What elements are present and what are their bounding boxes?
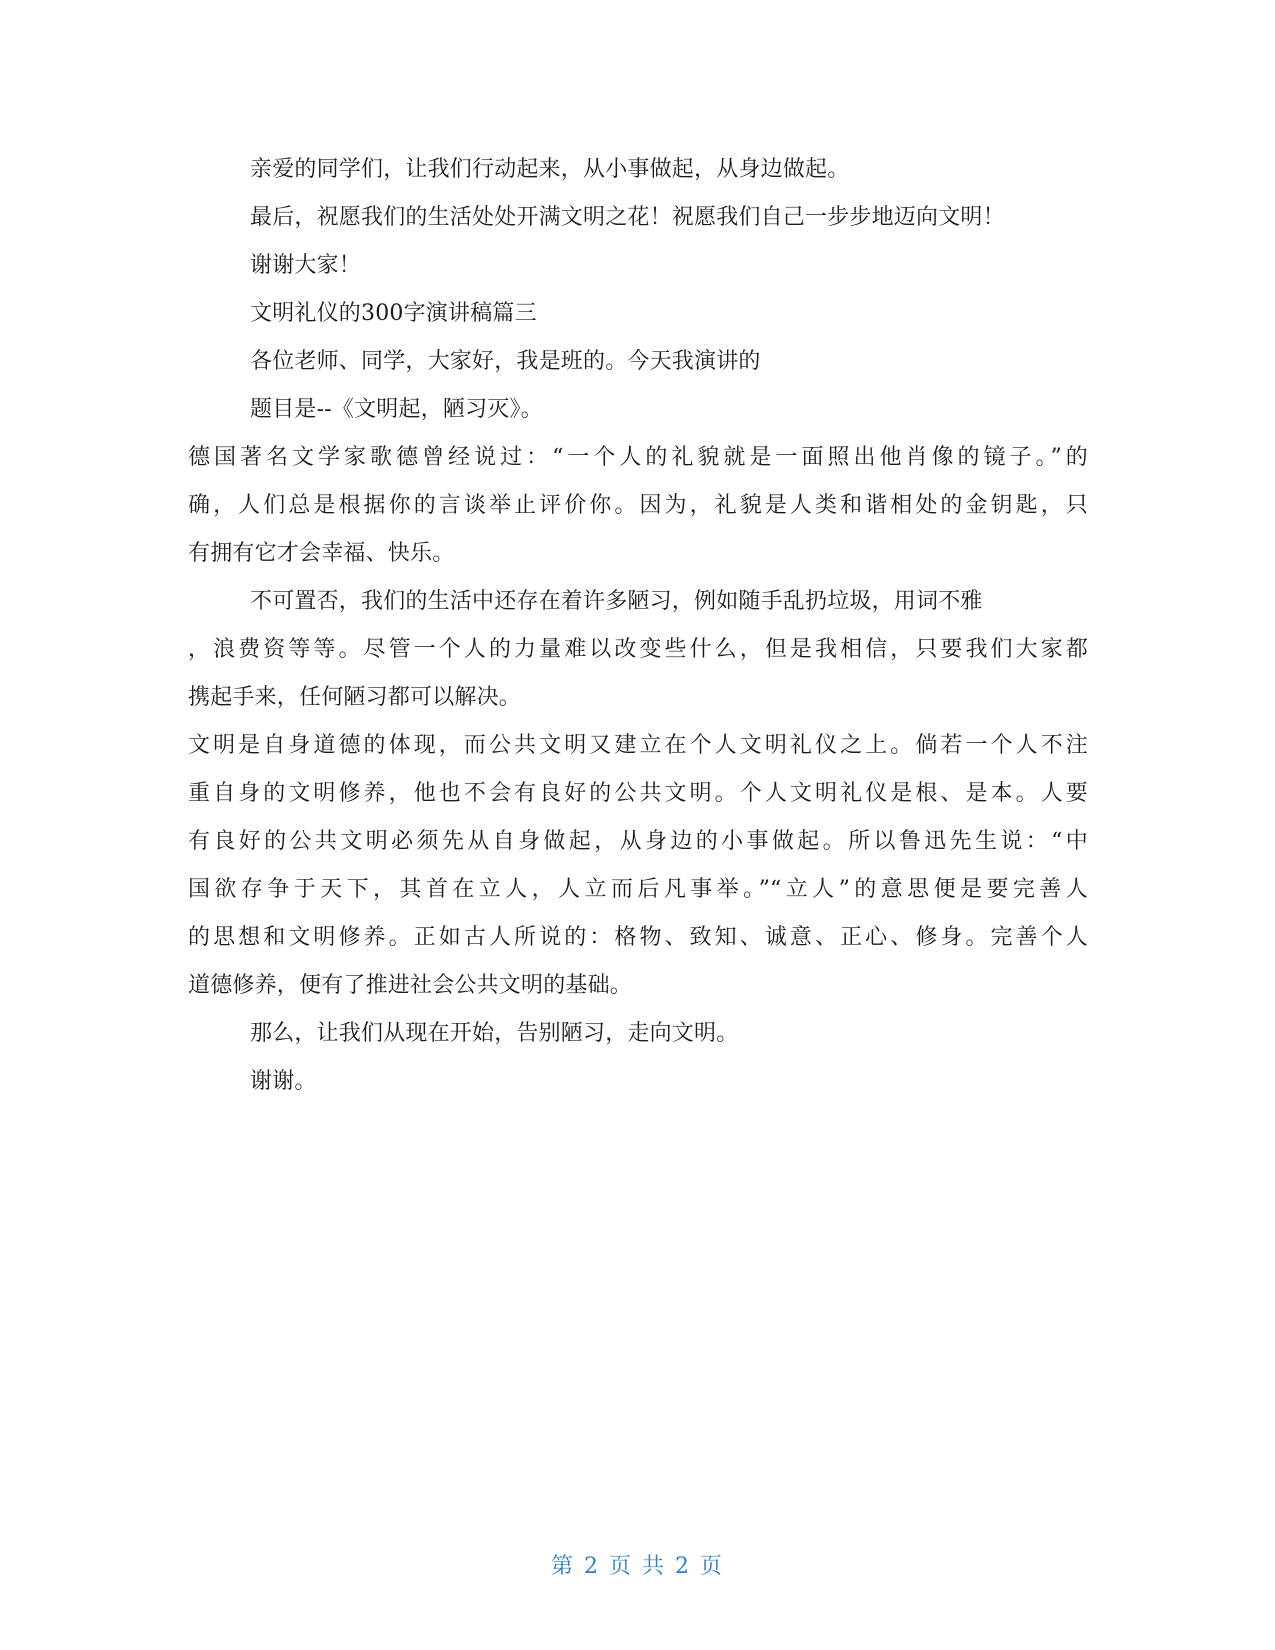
body-line: 有良好的公共文明必须先从自身做起，从身边的小事做起。所以鲁迅先生说：“中 xyxy=(188,829,1088,854)
closing-line: 谢谢。 xyxy=(250,1069,317,1094)
body-line: 不可置否，我们的生活中还存在着许多陋习，例如随手乱扔垃圾，用词不雅 xyxy=(250,589,983,614)
body-line: 谢谢大家！ xyxy=(250,253,362,278)
body-line: 那么，让我们从现在开始，告别陋习，走向文明。 xyxy=(250,1021,739,1046)
body-line: 的思想和文明修养。正如古人所说的：格物、致知、诚意、正心、修身。完善个人 xyxy=(188,925,1088,950)
body-line: 德国著名文学家歌德曾经说过：“一个人的礼貌就是一面照出他肖像的镜子。”的 xyxy=(188,445,1088,470)
document-body xyxy=(188,146,1088,1106)
body-line: 携起手来，任何陋习都可以解决。 xyxy=(188,685,522,710)
body-line: 国欲存争于天下，其首在立人，人立而后凡事举。”“立人”的意思便是要完善人 xyxy=(188,877,1088,902)
body-line: 亲爱的同学们，让我们行动起来，从小事做起，从身边做起。 xyxy=(250,157,850,182)
body-line: 重自身的文明修养，他也不会有良好的公共文明。个人文明礼仪是根、是本。人要 xyxy=(188,781,1088,806)
body-line: 道德修养，便有了推进社会公共文明的基础。 xyxy=(188,973,633,998)
page-number-footer: 第 2 页 共 2 页 xyxy=(551,1554,724,1579)
body-line: 最后，祝愿我们的生活处处开满文明之花！祝愿我们自己一步步地迈向文明！ xyxy=(250,205,1005,230)
body-line: 文明是自身道德的体现，而公共文明又建立在个人文明礼仪之上。倘若一个人不注 xyxy=(188,733,1088,758)
body-line: 有拥有它才会幸福、快乐。 xyxy=(188,541,455,566)
speech-topic: 题目是--《文明起，陋习灭》。 xyxy=(250,397,543,422)
body-line: ，浪费资等等。尽管一个人的力量难以改变些什么，但是我相信，只要我们大家都 xyxy=(188,637,1088,662)
body-line: 各位老师、同学，大家好，我是班的。今天我演讲的 xyxy=(250,349,761,374)
section-title: 文明礼仪的300字演讲稿篇三 xyxy=(250,301,537,326)
body-line: 确，人们总是根据你的言谈举止评价你。因为，礼貌是人类和谐相处的金钥匙，只 xyxy=(188,493,1088,518)
